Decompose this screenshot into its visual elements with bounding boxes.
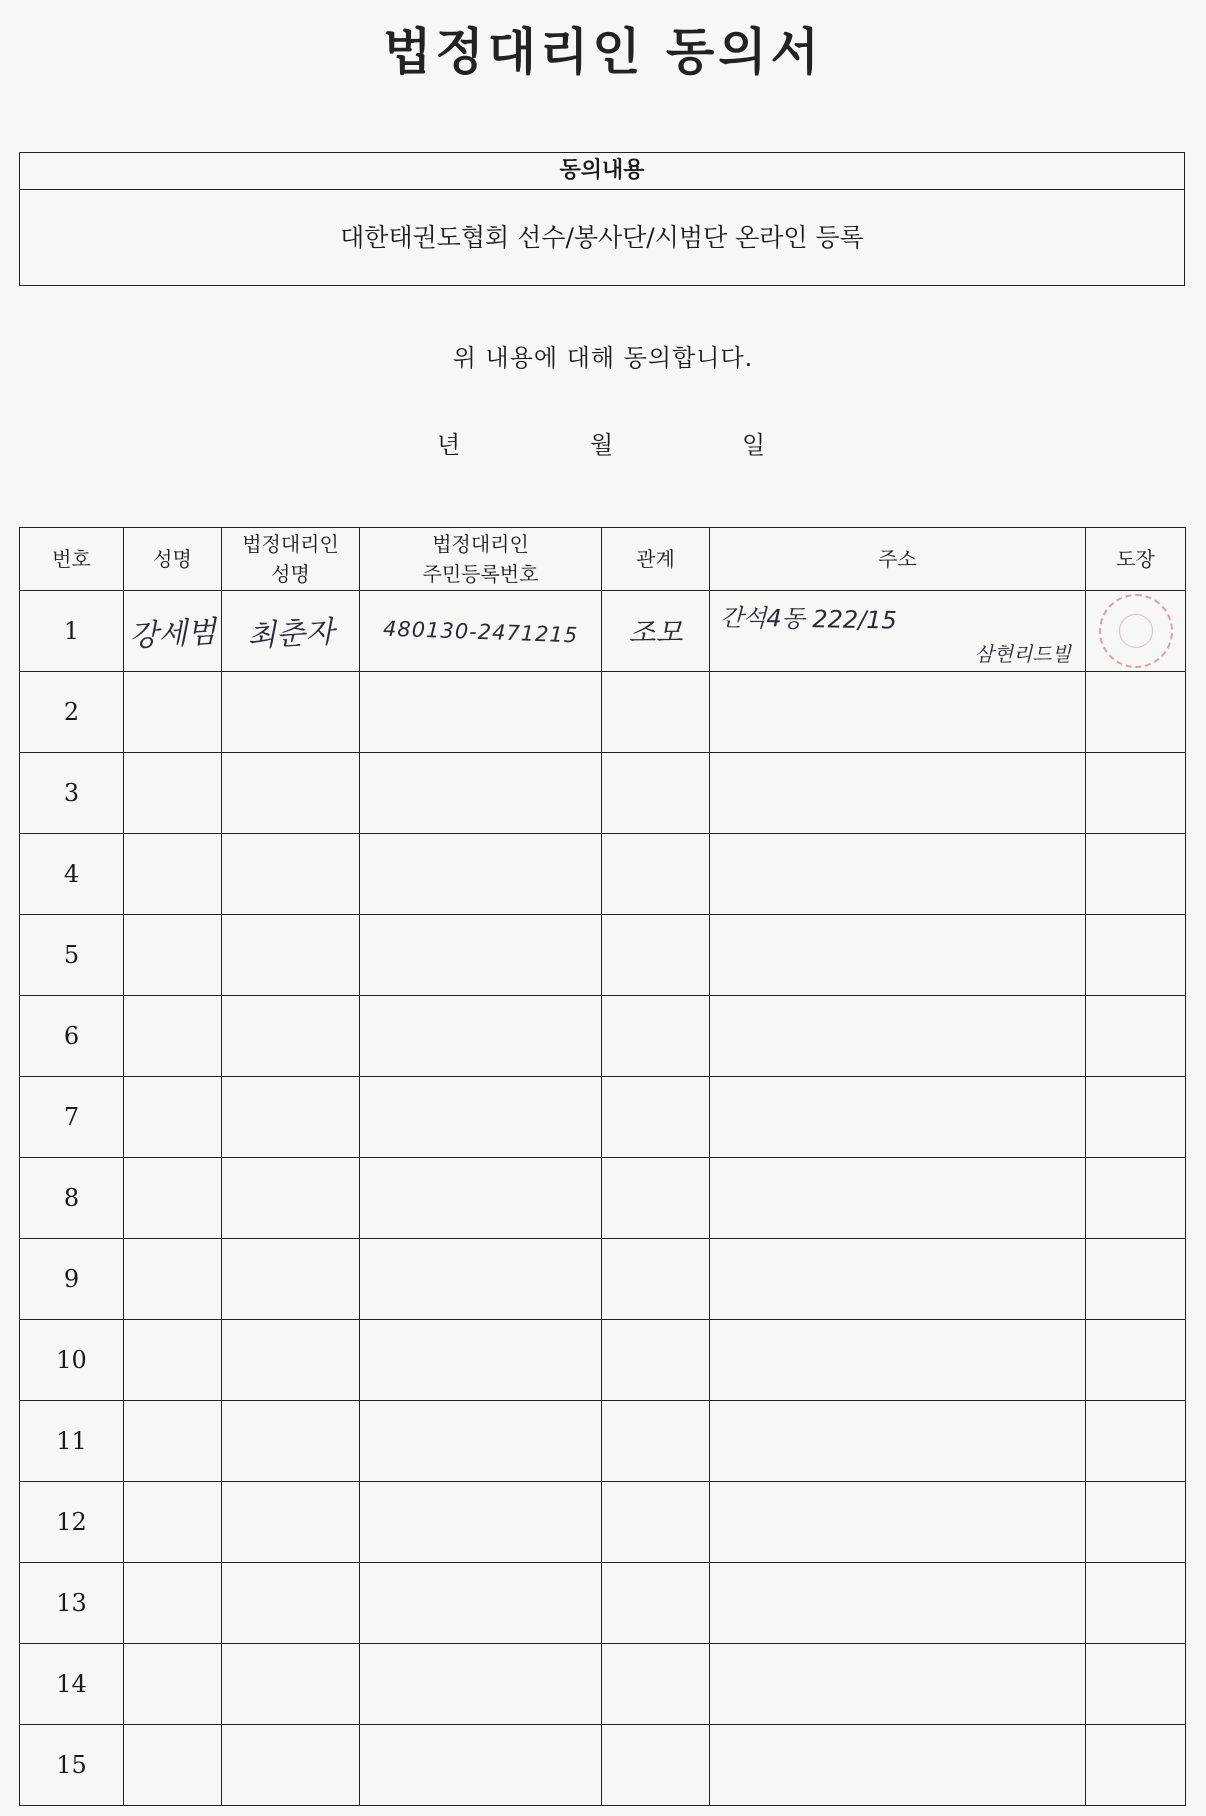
header-guardian-id-line1: 법정대리인 [432,532,529,556]
row-no: 4 [20,834,124,915]
table-row [20,1320,1186,1401]
row-stamp [1086,1158,1186,1239]
row-guardian-id [360,1239,602,1320]
row-no: 11 [20,1401,124,1482]
row-no: 7 [20,1077,124,1158]
row-name [124,1158,222,1239]
row-guardian-name [222,1644,360,1725]
row-address [710,1563,1086,1644]
row-relation [602,834,710,915]
header-relation: 관계 [602,528,710,591]
row-relation [602,1482,710,1563]
row-guardian-name [222,1320,360,1401]
row-name [124,1401,222,1482]
row-stamp [1086,591,1186,672]
row-name [124,1320,222,1401]
header-guardian-id-line2: 주민등록번호 [422,562,539,586]
row-name [124,834,222,915]
handwritten-relation: 조모 [628,616,683,649]
row-relation [602,1077,710,1158]
seal-stamp-icon [1099,594,1173,668]
consent-content-box [19,152,1185,286]
table-row [20,1401,1186,1482]
row-guardian-name [222,834,360,915]
row-address [710,1077,1086,1158]
row-name [124,1077,222,1158]
row-relation [602,1239,710,1320]
row-guardian-id [360,915,602,996]
row-no: 6 [20,996,124,1077]
row-address [710,1644,1086,1725]
row-address [710,834,1086,915]
row-stamp [1086,1482,1186,1563]
table-row [20,1644,1186,1725]
consent-header: 동의내용 [20,153,1184,190]
table-header-row [20,528,1186,591]
row-guardian-name [222,915,360,996]
row-address [710,1320,1086,1401]
row-guardian-id [360,1077,602,1158]
row-guardian-id [360,1158,602,1239]
row-name [124,1644,222,1725]
row-name [124,915,222,996]
row-address [710,1158,1086,1239]
row-name [124,1239,222,1320]
row-no: 14 [20,1644,124,1725]
row-relation [602,1725,710,1806]
document-title: 법정대리인 동의서 [383,23,823,81]
consent-body: 대한태권도협회 선수/봉사단/시범단 온라인 등록 [340,223,864,252]
handwritten-guardian-name: 최춘자 [246,614,336,655]
row-relation [602,591,710,672]
row-no: 3 [20,753,124,834]
row-relation [602,1320,710,1401]
row-name [124,1563,222,1644]
row-guardian-id [360,1725,602,1806]
table-row [20,1725,1186,1806]
row-name [124,1482,222,1563]
table-row [20,996,1186,1077]
row-stamp [1086,1644,1186,1725]
row-stamp [1086,915,1186,996]
header-no: 번호 [20,528,124,591]
row-stamp [1086,996,1186,1077]
row-relation [602,1158,710,1239]
row-guardian-name [222,753,360,834]
header-guardian-name-line2: 성명 [271,562,310,586]
header-address: 주소 [710,528,1086,591]
handwritten-name: 강세범 [128,614,218,655]
row-name [124,996,222,1077]
row-no: 15 [20,1725,124,1806]
row-stamp [1086,1239,1186,1320]
row-guardian-name [222,1482,360,1563]
row-guardian-id [360,591,602,672]
row-guardian-name [222,1563,360,1644]
row-name [124,1725,222,1806]
row-guardian-id [360,1482,602,1563]
row-guardian-id [360,1563,602,1644]
row-address [710,591,1086,672]
row-guardian-id [360,1401,602,1482]
row-address [710,1725,1086,1806]
row-no: 9 [20,1239,124,1320]
row-stamp [1086,753,1186,834]
row-no: 1 [20,591,124,672]
row-no: 13 [20,1563,124,1644]
row-relation [602,753,710,834]
table-row [20,1239,1186,1320]
row-guardian-name [222,1725,360,1806]
row-guardian-name [222,1239,360,1320]
date-day-label: 일 [742,431,766,459]
table-row [20,753,1186,834]
header-guardian-id [360,528,602,591]
address-cell-content [710,591,1085,671]
table-row [20,1563,1186,1644]
row-stamp [1086,1563,1186,1644]
handwritten-address-line1: 간석4동 222/15 [719,603,898,635]
table-row [20,834,1186,915]
table-row [20,915,1186,996]
row-relation [602,1401,710,1482]
row-address [710,1401,1086,1482]
row-no: 12 [20,1482,124,1563]
table-row [20,591,1186,672]
row-guardian-id [360,996,602,1077]
row-stamp [1086,1077,1186,1158]
row-guardian-name [222,1401,360,1482]
header-guardian-name-line1: 법정대리인 [242,532,339,556]
handwritten-guardian-id: 480130-2471215 [382,616,579,648]
row-address [710,996,1086,1077]
row-guardian-name [222,591,360,672]
table-row [20,1482,1186,1563]
header-stamp: 도장 [1086,528,1186,591]
row-stamp [1086,1401,1186,1482]
row-guardian-id [360,834,602,915]
header-name: 성명 [124,528,222,591]
row-address [710,1482,1086,1563]
date-year-label: 년 [437,431,461,459]
row-relation [602,1644,710,1725]
date-line [0,425,1206,459]
agreement-statement: 위 내용에 대해 동의합니다. [452,344,754,372]
row-no: 10 [20,1320,124,1401]
table-row [20,1158,1186,1239]
date-month-label: 월 [590,431,614,459]
guardian-table [19,527,1186,1806]
row-stamp [1086,1725,1186,1806]
row-guardian-id [360,1320,602,1401]
row-no: 5 [20,915,124,996]
row-address [710,753,1086,834]
row-name [124,591,222,672]
row-relation [602,672,710,753]
handwritten-address-line2: 삼현리드빌 [974,642,1071,666]
row-relation [602,915,710,996]
row-no: 2 [20,672,124,753]
table-row [20,1077,1186,1158]
row-guardian-id [360,1644,602,1725]
row-stamp [1086,672,1186,753]
row-stamp [1086,834,1186,915]
row-relation [602,996,710,1077]
row-guardian-name [222,1077,360,1158]
row-address [710,915,1086,996]
row-guardian-name [222,1158,360,1239]
row-name [124,672,222,753]
row-stamp [1086,1320,1186,1401]
table-row [20,672,1186,753]
row-no: 8 [20,1158,124,1239]
row-guardian-id [360,672,602,753]
row-guardian-id [360,753,602,834]
row-name [124,753,222,834]
row-guardian-name [222,672,360,753]
row-address [710,672,1086,753]
row-guardian-name [222,996,360,1077]
header-guardian-name [222,528,360,591]
row-relation [602,1563,710,1644]
row-address [710,1239,1086,1320]
